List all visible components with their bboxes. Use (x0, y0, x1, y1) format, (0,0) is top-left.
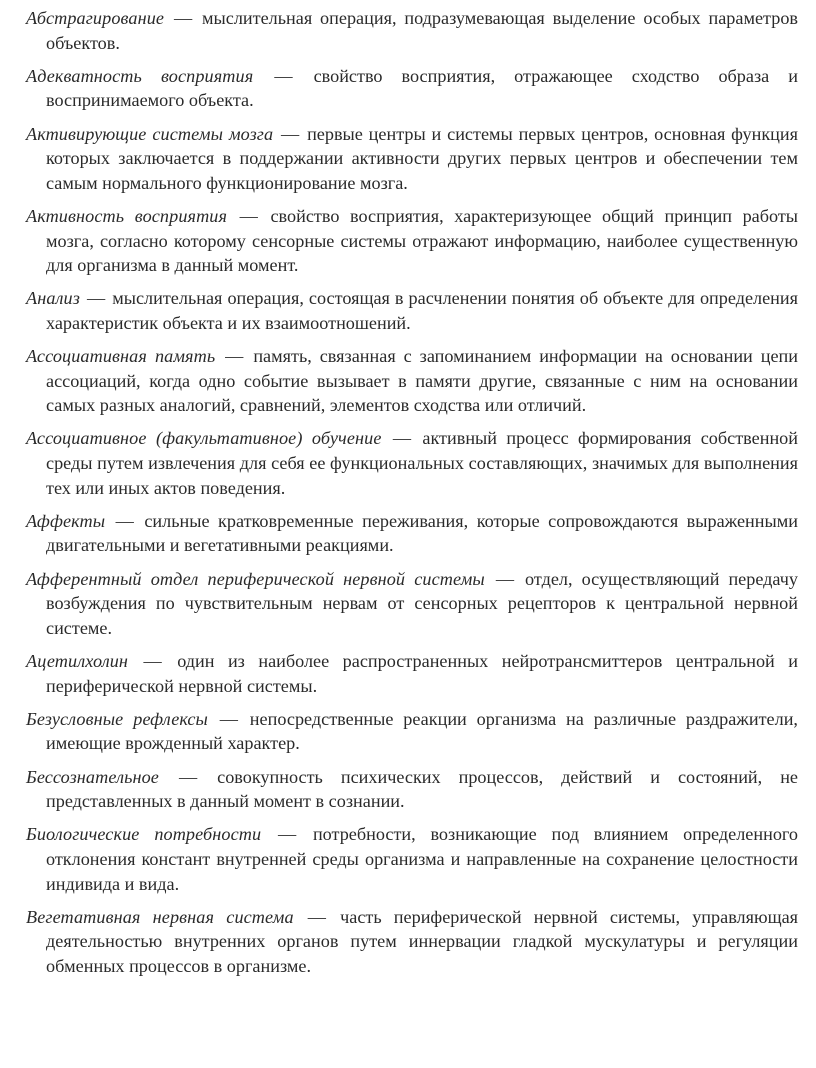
glossary-entry (26, 822, 798, 896)
definition: сильные кратковременные переживания, которые сопровождаются выраженными двигательными и вегетативными реакциями. (46, 510, 798, 556)
glossary-entry (26, 509, 798, 558)
glossary-entry (26, 6, 798, 55)
definition: мыслительная операция, подразумевающая выделение особых параметров объектов. (46, 8, 798, 53)
term: Аффекты (26, 510, 106, 531)
definition: активный процесс формирования собственной среды путем извлечения для себя ее функциональных составляющих, значимых для выполнения тех или иных актов поведения. (46, 428, 798, 498)
dash: — (295, 906, 339, 927)
term: Активирующие системы мозга (26, 123, 274, 144)
glossary-entry (26, 64, 798, 113)
term: Адекватность восприятия (26, 65, 254, 86)
glossary-entry (26, 204, 798, 278)
dash: — (229, 205, 269, 226)
definition: непосредственные реакции организма на различные раздражители, имеющие врожденный характер. (46, 708, 798, 754)
term: Безусловные рефлексы (26, 708, 208, 729)
glossary-entry (26, 426, 798, 500)
definition: память, связанная с запоминанием информации на основании цепи ассоциаций, когда одно событие вызывает в памяти другие, связанные с ним на основании самых разных аналогий, сравнений, элементов сходства или отличий. (46, 346, 799, 416)
definition: потребности, возникающие под влиянием определенного отклонения констант внутренней среды организма и направленные на сохранение целостности индивида и вида. (46, 824, 799, 894)
term: Ассоциативное (факультативное) обучение (26, 428, 382, 449)
glossary-page (26, 6, 798, 987)
glossary-entry (26, 344, 798, 418)
glossary-entry (26, 286, 798, 335)
dash: — (383, 428, 421, 449)
definition: свойство восприятия, характеризующее общий принцип работы мозга, согласно которому сенсорные системы отражают информацию, наиболее существенную для организма в данный момент. (46, 205, 799, 276)
term: Ацетилхолин (26, 651, 129, 671)
definition: свойство восприятия, отражающее сходство образа и воспринимаемого объекта. (46, 65, 798, 111)
dash: — (217, 346, 252, 367)
definition: совокупность психических процессов, действий и состояний, не представленных в данный момент в сознании. (46, 766, 799, 812)
dash: — (486, 568, 524, 589)
dash: — (209, 708, 248, 729)
glossary-entry (26, 567, 798, 641)
term: Бессознательное (26, 766, 159, 787)
term: Абстрагирование (26, 8, 165, 28)
glossary-entry (26, 905, 798, 979)
term: Ассоциативная память (26, 346, 216, 367)
dash: — (130, 651, 176, 671)
dash: — (275, 123, 306, 144)
glossary-entry (26, 649, 798, 698)
term: Активность восприятия (26, 205, 228, 226)
dash: — (160, 766, 216, 787)
definition: часть периферической нервной системы, управляющая деятельностью внутренних органов путем иннервации гладкой мускулатуры и регуляции обменных процессов в организме. (46, 906, 799, 976)
dash: — (255, 65, 312, 86)
glossary-entry (26, 707, 798, 756)
definition: один из наиболее распространенных нейротрансмиттеров центральной и периферической нервной системы. (46, 651, 798, 696)
dash: — (166, 8, 201, 28)
definition: первые центры и системы первых центров, основная функция которых заключается в поддержании активности других первых центров и обеспечении тем самым нормального функционирование мозга. (46, 123, 798, 193)
term: Афферентный отдел периферической нервной системы (26, 568, 485, 589)
term: Вегетативная нервная система (26, 906, 294, 927)
glossary-entry (26, 765, 798, 814)
dash: — (81, 288, 111, 309)
term: Анализ (26, 288, 80, 309)
term: Биологические потребности (26, 824, 262, 845)
definition: отдел, осуществляющий передачу возбуждения по чувствительным нервам от сенсорных рецепторов к центральной нервной системе. (46, 568, 799, 638)
dash: — (263, 824, 311, 845)
dash: — (107, 510, 143, 531)
glossary-entry (26, 122, 798, 196)
definition: мыслительная операция, состоящая в расчленении понятия об объекте для определения характеристик объекта и их взаимоотношений. (46, 288, 799, 333)
